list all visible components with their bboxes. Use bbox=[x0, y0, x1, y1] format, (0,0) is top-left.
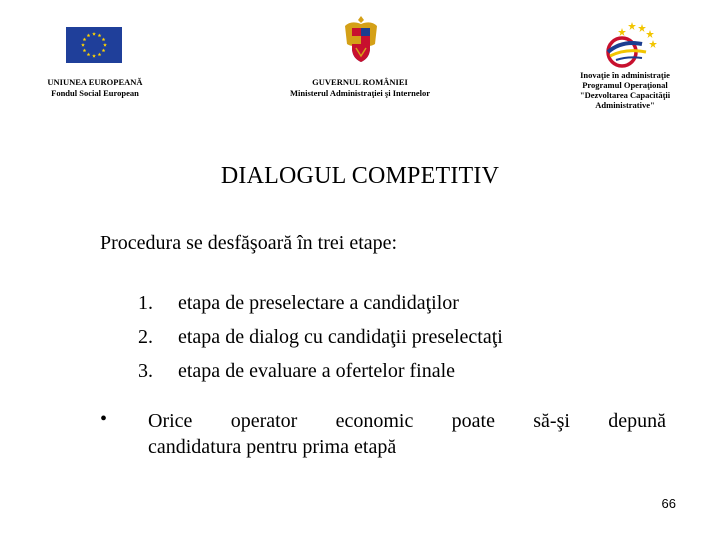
bullet-icon: • bbox=[100, 408, 108, 430]
bullet-word: depună bbox=[608, 410, 666, 432]
bullet-word: să-şi bbox=[533, 410, 570, 432]
gov-caption-line2: Ministerul Administraţiei şi Internelor bbox=[289, 88, 430, 98]
list-item-text: etapa de preselectare a candidaţilor bbox=[178, 292, 459, 314]
bullet-line-2: candidatura pentru prima etapă bbox=[148, 436, 397, 458]
eu-flag-logo bbox=[66, 27, 122, 63]
intro-text: Procedura se desfăşoară în trei etape: bbox=[100, 232, 398, 254]
list-item-number: 2. bbox=[138, 326, 153, 348]
list-item bbox=[138, 286, 503, 320]
bullet-word: Orice bbox=[148, 410, 193, 432]
list-item-text: etapa de dialog cu candidaţii preselectaţi bbox=[178, 326, 503, 348]
eu-caption-line2: Fondul Social European bbox=[51, 88, 139, 98]
steps-list bbox=[138, 286, 503, 388]
program-caption-line3: "Dezvoltarea Capacităţii bbox=[579, 90, 671, 100]
program-caption-line4: Administrative" bbox=[595, 100, 655, 110]
bullet-word: economic bbox=[335, 410, 414, 432]
bullet-line-1 bbox=[148, 408, 666, 434]
page-number: 66 bbox=[661, 496, 676, 511]
list-item-number: 1. bbox=[138, 292, 153, 314]
list-item-number: 3. bbox=[138, 360, 153, 382]
bullet-word: operator bbox=[230, 410, 298, 432]
program-caption-line2: Programul Operaţional bbox=[582, 80, 668, 90]
bullet-text bbox=[148, 408, 666, 460]
bullet-word: poate bbox=[451, 410, 495, 432]
eu-caption bbox=[20, 77, 170, 99]
list-item-text: etapa de evaluare a ofertelor finale bbox=[178, 360, 456, 382]
program-logo bbox=[598, 18, 658, 70]
eu-caption-line1: UNIUNEA EUROPEANĂ bbox=[47, 77, 143, 87]
gov-caption bbox=[270, 77, 450, 99]
program-caption-line1: Inovaţie în administraţie bbox=[580, 70, 670, 80]
list-item bbox=[138, 354, 503, 388]
program-caption bbox=[555, 70, 695, 110]
coat-of-arms-logo bbox=[341, 14, 381, 66]
slide-title: DIALOGUL COMPETITIV bbox=[220, 163, 500, 189]
list-item bbox=[138, 320, 503, 354]
gov-caption-line1: GUVERNUL ROMÂNIEI bbox=[312, 77, 408, 87]
